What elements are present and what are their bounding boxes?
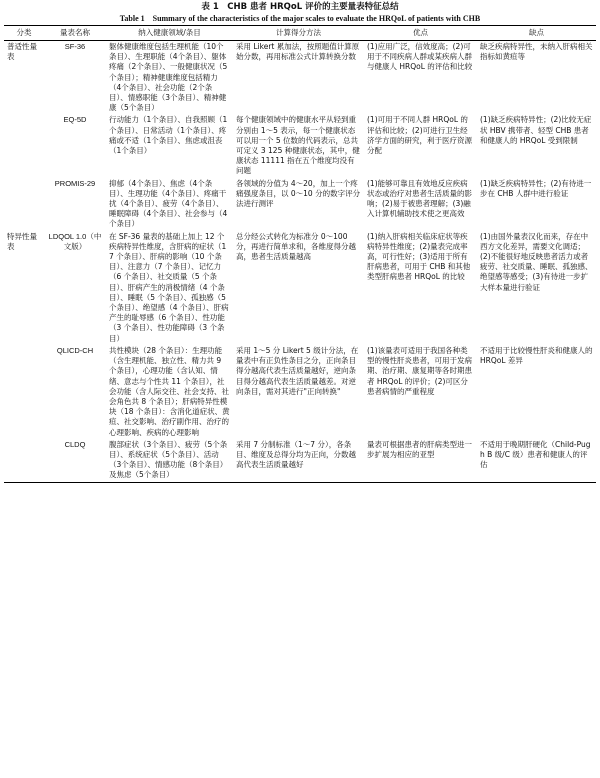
row-scale-name: EQ-5D bbox=[63, 115, 87, 125]
row-pros: 量表可根据患者的肝病类型进一步扩展为相应的亚型 bbox=[364, 439, 477, 482]
row-category: 特异性量表 bbox=[7, 231, 37, 251]
table-row bbox=[4, 231, 596, 345]
scales-table bbox=[4, 25, 596, 483]
table-row bbox=[4, 41, 596, 115]
row-scale-name: LDQOL 1.0（中文版） bbox=[48, 231, 102, 251]
row-cons: (1)缺乏疾病特异性；(2)比较无症状 HBV 携带者、轻型 CHB 患者和健康人的 HRQoL 受到限制 bbox=[480, 115, 592, 145]
table-row bbox=[4, 114, 596, 177]
row-domains: 在 SF-36 量表的基础上加上 12 个疾病特异性维度，含肝病的症状（17 个条目）、肝病的影响（10 个条目）、注意力（7 个条目）、记忆力（6 个条目）、社交质量（5 个条目）、肝病产生的消极情绪（4 个条目）、睡眠（5 个条目）、孤独感（5 个条目）、绝望感（4 个条目）、肝病产生的耻辱感（6 个条目）、性功能（3 个条目）、性功能障碍（3 个条目） bbox=[109, 231, 229, 343]
row-domains: 行动能力（1个条目）、自我照顾（1个条目）、日常活动（1个条目）、疼痛或不适（1个条目）、焦虑或沮丧（1个条目） bbox=[109, 115, 228, 156]
row-category bbox=[4, 178, 44, 231]
table-title-cn: 表 1 CHB 患者 HRQoL 评价的主要量表特征总结 bbox=[201, 2, 399, 12]
row-cons: 不适用于比较慢性肝炎和健康人的 HRQoL 差异 bbox=[480, 345, 593, 366]
row-pros: (1)应用广泛，信效度高；(2)可用于不同疾病人群或某疾病人群与健康人 HRQoL 的评估和比较 bbox=[367, 42, 473, 72]
row-scale-name: SF-36 bbox=[64, 42, 86, 51]
header-cons: 缺点 bbox=[477, 26, 596, 41]
row-domains: 抑郁（4个条目）、焦虑（4个条目）、生理功能（4个条目）、疼痛干扰（4个条目）、疲劳（4个条目）、睡眠障碍（4个条目）、社会参与（4个条目） bbox=[109, 178, 228, 229]
row-scale-name: QLICD-CH bbox=[56, 345, 94, 355]
row-scoring: 采用 Likert 累加法，按照题值计算原始分数，再用标准公式计算转换分数 bbox=[236, 42, 360, 62]
row-cons: (1)由国外量表汉化而来，存在中西方文化差异，需要文化调适；(2)不能很好地反映患者活力或者疲劳、社交质量、睡眠、孤独感、绝望感等感受；(3)有待进一步扩大样本量进行验证 bbox=[480, 231, 593, 292]
header-category: 分类 bbox=[4, 26, 44, 41]
row-scoring: 每个健康领域中的健康水平从轻到重分别由 1～5 表示，每一个健康状态可以用一个 5 位数的代码表示，总共可定义 3 125 种健康状态，其中，健康状态 11111 指在五个维度均没有问题 bbox=[236, 115, 360, 176]
document-page bbox=[4, 2, 596, 483]
row-cons: 缺乏疾病特异性，未纳入肝病相关指标如黄疸等 bbox=[480, 42, 593, 62]
table-row bbox=[4, 439, 596, 482]
row-pros: (1)该量表可适用于我国各种类型的慢性肝炎患者，可用于发病期、治疗期、康复期等各时期患者 HRQoL 的评价；(2)可区分患者病情的严重程度 bbox=[367, 345, 472, 396]
row-cons: (1)缺乏疾病特异性；(2)有待进一步在 CHB 人群中进行验证 bbox=[480, 178, 592, 198]
header-scoring: 计算得分方法 bbox=[233, 26, 364, 41]
row-category bbox=[4, 439, 44, 482]
row-pros: (1)能够可靠且有效地反应疾病状态或治疗对患者生活质量的影响；(2)易于被患者理解；(3)融入计算机辅助技术使之更高效 bbox=[367, 178, 472, 219]
table-header-row bbox=[4, 26, 596, 41]
row-category: 普适性量表 bbox=[7, 42, 37, 62]
row-scoring: 采用 1～5 分 Likert 5 级计分法，在量表中有正负性条目之分，正向条目得分越高代表生活质量越好，逆向条目得分越高代表生活质量越差。对逆向条目，需对其进行"正向转换" bbox=[236, 345, 359, 396]
table-title-en: Table 1 Summary of the characteristics of the major scales to evaluate the HRQoL of patients with CHB bbox=[119, 14, 481, 23]
row-domains: 共性模块（28 个条目）：生理功能（含生理机能、独立性、精力共 9 个条目），心理功能（含认知、情绪、意志与个性共 11 个条目），社会功能（含人际交往、社会支持、社会角色共 8 个条目）；肝病特异性模块（18 个条目）：含消化道症状、黄疸、社交影响、治疗副作用、治疗的心理影响、疾病的心理影响 bbox=[109, 345, 230, 437]
table-row bbox=[4, 178, 596, 231]
row-scoring: 总分经公式转化为标准分 0～100 分，再进行简单求和，各维度得分越高，患者生活质量越高 bbox=[236, 231, 356, 262]
table-row bbox=[4, 345, 596, 439]
row-pros: (1)纳入肝病相关临床症状等疾病特异性维度；(2)量表完成率高，可行性好；(3)适用于所有肝病患者，可用于 CHB 和其他类型肝病患者 HRQoL 的比较 bbox=[367, 231, 471, 282]
row-scale-name: PROMIS-29 bbox=[54, 178, 96, 188]
row-scoring: 采用 7 分制标准（1～7 分），各条目、维度及总得分均为正向，分数越高代表生活质量越好 bbox=[233, 439, 364, 482]
row-domains: 腹部症状（3个条目）、疲劳（5个条目）、系统症状（5个条目）、活动（3个条目）、情感功能（8个条目）及焦虑（5个条目） bbox=[106, 439, 233, 482]
row-pros: (1)可用于不同人群 HRQoL 的评估和比较；(2)可进行卫生经济学方面的研究，利于医疗资源分配 bbox=[367, 115, 472, 156]
row-domains: 躯体健康维度包括生理机能（10个条目）、生理职能（4个条目）、躯体疼痛（2个条目）、一般健康状况（5个条目）；精神健康维度包括精力（4个条目）、社会功能（2个条目）、情感职能（3个条目）、精神健康（5个条目） bbox=[109, 42, 228, 113]
row-cons: 不适用于晚期肝硬化（Child-Pugh B 级/C 级）患者和健康人的评估 bbox=[477, 439, 596, 482]
row-scale-name: CLDQ bbox=[44, 439, 106, 482]
header-domains: 纳入健康领域/条目 bbox=[106, 26, 233, 41]
header-scale-name: 量表名称 bbox=[44, 26, 106, 41]
header-pros: 优点 bbox=[364, 26, 477, 41]
row-category bbox=[4, 114, 44, 177]
row-category bbox=[4, 345, 44, 439]
row-scoring: 各领域的分值为 4～20，加上一个疼痛强度条目，以 0～10 分的数字评分法进行测评 bbox=[236, 178, 361, 209]
